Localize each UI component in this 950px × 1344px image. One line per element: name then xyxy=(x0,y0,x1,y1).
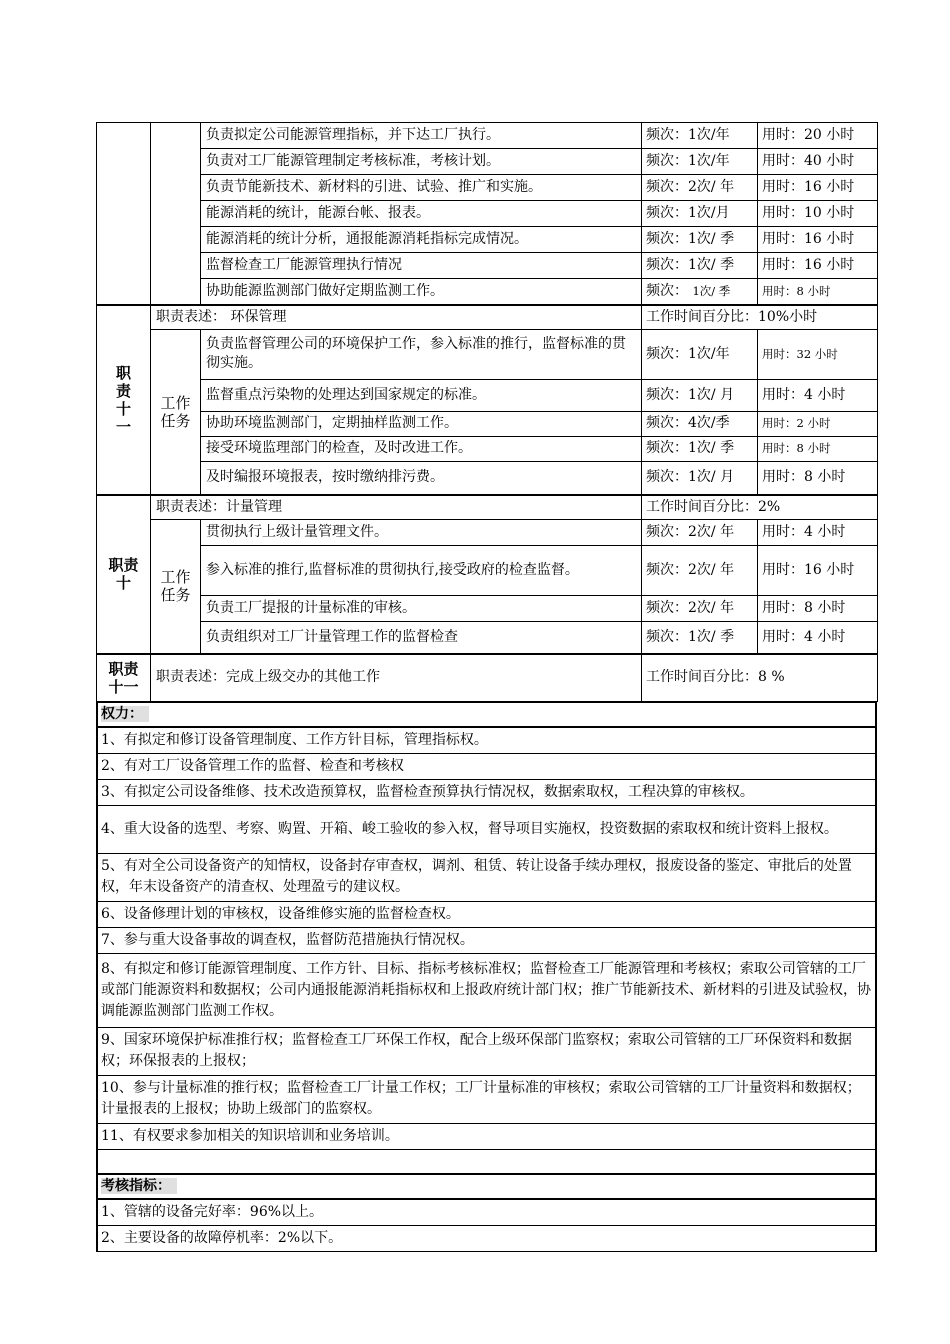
task-text: 参入标准的推行,监督标准的贯彻执行,接受政府的检查监督。 xyxy=(201,546,642,596)
task-time: 用时：16 小时 xyxy=(758,227,878,253)
task-frequency: 频次：2次/ 年 xyxy=(642,596,758,622)
duty-statement-row xyxy=(97,495,878,520)
task-text: 及时编报环境报表，按时缴纳排污费。 xyxy=(201,461,642,495)
powers-table xyxy=(96,701,877,1252)
task-text: 协助环境监测部门，定期抽样监测工作。 xyxy=(201,411,642,436)
power-item: 11、有权要求参加相关的知识培训和业务培训。 xyxy=(97,1123,876,1149)
task-frequency: 频次：2次/ 年 xyxy=(642,546,758,596)
task-frequency: 频次：1次/年 xyxy=(642,149,758,175)
assessment-header-row xyxy=(97,1174,876,1199)
duty-time-percent: 工作时间百分比：8 % xyxy=(642,654,878,702)
task-time: 用时：8 小时 xyxy=(758,596,878,622)
task-frequency-detail: 1次/ 季 xyxy=(692,283,731,298)
task-row xyxy=(97,520,878,546)
duty-label: 职责十一 xyxy=(97,305,151,496)
task-frequency: 频次：1次/ 季 xyxy=(642,436,758,461)
power-item: 2、有对工厂设备管理工作的监督、检查和考核权 xyxy=(97,753,876,779)
task-time: 用时：16 小时 xyxy=(758,175,878,201)
task-row xyxy=(97,253,878,279)
power-row xyxy=(97,901,876,927)
task-text: 负责拟定公司能源管理指标，并下达工厂执行。 xyxy=(201,123,642,149)
duty-statement: 职责表述：计量管理 xyxy=(151,495,642,520)
task-text: 监督检查工厂能源管理执行情况 xyxy=(201,253,642,279)
task-row xyxy=(97,227,878,253)
task-frequency: 频次： 1次/ 季 xyxy=(642,279,758,305)
duty-label-cell xyxy=(97,123,151,305)
task-row xyxy=(97,622,878,654)
task-frequency: 频次：1次/ 月 xyxy=(642,461,758,495)
task-text: 协助能源监测部门做好定期监测工作。 xyxy=(201,279,642,305)
power-item: 1、有拟定和修订设备管理制度、工作方针目标，管理指标权。 xyxy=(97,727,876,753)
duty-statement-row xyxy=(97,654,878,702)
power-row xyxy=(97,1123,876,1149)
task-time: 用时：32 小时 xyxy=(758,329,878,379)
power-row xyxy=(97,753,876,779)
power-item: 9、国家环境保护标准推行权；监督检查工厂环保工作权，配合上级环保部门监察权；索取公司管辖的工厂环保资料和数据权；环保报表的上报权； xyxy=(97,1027,876,1075)
job-description-sheet xyxy=(96,122,877,1252)
task-time: 用时：20 小时 xyxy=(758,123,878,149)
task-row xyxy=(97,149,878,175)
duty-sub-label: 工作任务 xyxy=(151,520,201,654)
power-item: 4、重大设备的选型、考察、购置、开箱、峻工验收的参入权，督导项目实施权，投资数据的索取权和统计资料上报权。 xyxy=(97,805,876,853)
assessment-row xyxy=(97,1199,876,1225)
power-item: 6、设备修理计划的审核权，设备维修实施的监督检查权。 xyxy=(97,901,876,927)
task-time: 用时：8 小时 xyxy=(758,279,878,305)
duty-label: 职责十 xyxy=(97,495,151,654)
task-text: 监督重点污染物的处理达到国家规定的标准。 xyxy=(201,379,642,411)
task-frequency: 频次：1次/月 xyxy=(642,201,758,227)
duty-statement: 职责表述：完成上级交办的其他工作 xyxy=(151,654,642,702)
task-row xyxy=(97,123,878,149)
task-row xyxy=(97,201,878,227)
task-frequency: 频次：1次/ 季 xyxy=(642,253,758,279)
task-text: 能源消耗的统计分析，通报能源消耗指标完成情况。 xyxy=(201,227,642,253)
task-text: 负责节能新技术、新材料的引进、试验、推广和实施。 xyxy=(201,175,642,201)
power-row xyxy=(97,779,876,805)
task-time: 用时：16 小时 xyxy=(758,253,878,279)
task-row xyxy=(97,279,878,305)
task-text: 负责工厂提报的计量标准的审核。 xyxy=(201,596,642,622)
duty-label: 职责十一 xyxy=(97,654,151,702)
task-row xyxy=(97,461,878,495)
task-time: 用时：8 小时 xyxy=(758,461,878,495)
task-frequency: 频次：1次/ 月 xyxy=(642,379,758,411)
duty-time-percent: 工作时间百分比：2% xyxy=(642,495,878,520)
task-row xyxy=(97,411,878,436)
task-row xyxy=(97,436,878,461)
duty-statement: 职责表述： 环保管理 xyxy=(151,305,642,330)
task-time: 用时：4 小时 xyxy=(758,622,878,654)
task-time: 用时：2 小时 xyxy=(758,411,878,436)
power-row-empty xyxy=(97,1149,876,1174)
assessment-item: 1、管辖的设备完好率：96%以上。 xyxy=(97,1199,876,1225)
powers-header-row xyxy=(97,702,876,727)
task-time: 用时：16 小时 xyxy=(758,546,878,596)
power-row xyxy=(97,1075,876,1123)
power-row xyxy=(97,805,876,853)
power-item: 10、参与计量标准的推行权；监督检查工厂计量工作权；工厂计量标准的审核权；索取公司管辖的工厂计量资料和数据权；计量报表的上报权；协助上级部门的监察权。 xyxy=(97,1075,876,1123)
task-text: 接受环境监理部门的检查，及时改进工作。 xyxy=(201,436,642,461)
duty-sub-label-cell xyxy=(151,123,201,305)
task-text: 能源消耗的统计，能源台帐、报表。 xyxy=(201,201,642,227)
duty-statement-row xyxy=(97,305,878,330)
task-text: 负责组织对工厂计量管理工作的监督检查 xyxy=(201,622,642,654)
empty-row xyxy=(97,1149,876,1174)
task-frequency: 频次：4次/季 xyxy=(642,411,758,436)
task-text: 贯彻执行上级计量管理文件。 xyxy=(201,520,642,546)
duty-sub-label: 工作任务 xyxy=(151,329,201,495)
task-frequency: 频次：2次/ 年 xyxy=(642,520,758,546)
power-row xyxy=(97,953,876,1027)
task-frequency: 频次：1次/年 xyxy=(642,123,758,149)
duty-time-percent: 工作时间百分比：10%小时 xyxy=(642,305,878,330)
task-frequency: 频次：1次/年 xyxy=(642,329,758,379)
power-item: 7、参与重大设备事故的调查权，监督防范措施执行情况权。 xyxy=(97,927,876,953)
power-item: 3、有拟定公司设备维修、技术改造预算权，监督检查预算执行情况权，数据索取权，工程决算的审核权。 xyxy=(97,779,876,805)
task-time: 用时：40 小时 xyxy=(758,149,878,175)
assessment-item: 2、主要设备的故障停机率：2%以下。 xyxy=(97,1225,876,1251)
task-row xyxy=(97,596,878,622)
task-frequency: 频次：1次/ 季 xyxy=(642,227,758,253)
power-row xyxy=(97,727,876,753)
task-frequency: 频次：2次/ 年 xyxy=(642,175,758,201)
task-row xyxy=(97,175,878,201)
task-text: 负责监督管理公司的环境保护工作，参入标准的推行，监督标准的贯彻实施。 xyxy=(201,329,642,379)
task-row xyxy=(97,329,878,379)
task-time: 用时：4 小时 xyxy=(758,520,878,546)
powers-heading: 权力： xyxy=(97,702,876,727)
task-time: 用时：4 小时 xyxy=(758,379,878,411)
task-time: 用时：10 小时 xyxy=(758,201,878,227)
task-row xyxy=(97,546,878,596)
power-item: 8、有拟定和修订能源管理制度、工作方针、目标、指标考核标准权；监督检查工厂能源管理和考核权；索取公司管辖的工厂或部门能源资料和数据权；公司内通报能源消耗指标权和上报政府统计部门权；推广节能新技术、新材料的引进及试验权，协调能源监测部门监测工作权。 xyxy=(97,953,876,1027)
power-row xyxy=(97,1027,876,1075)
task-time: 用时：8 小时 xyxy=(758,436,878,461)
assessment-row xyxy=(97,1225,876,1251)
assessment-heading: 考核指标： xyxy=(97,1174,876,1199)
task-text: 负责对工厂能源管理制定考核标准，考核计划。 xyxy=(201,149,642,175)
power-row xyxy=(97,853,876,901)
power-item: 5、有对全公司设备资产的知情权，设备封存审查权，调剂、租赁、转让设备手续办理权，报废设备的鉴定、审批后的处置权，年末设备资产的清查权、处理盈亏的建议权。 xyxy=(97,853,876,901)
task-row xyxy=(97,379,878,411)
power-row xyxy=(97,927,876,953)
duties-table xyxy=(96,122,878,702)
task-frequency: 频次：1次/ 季 xyxy=(642,622,758,654)
